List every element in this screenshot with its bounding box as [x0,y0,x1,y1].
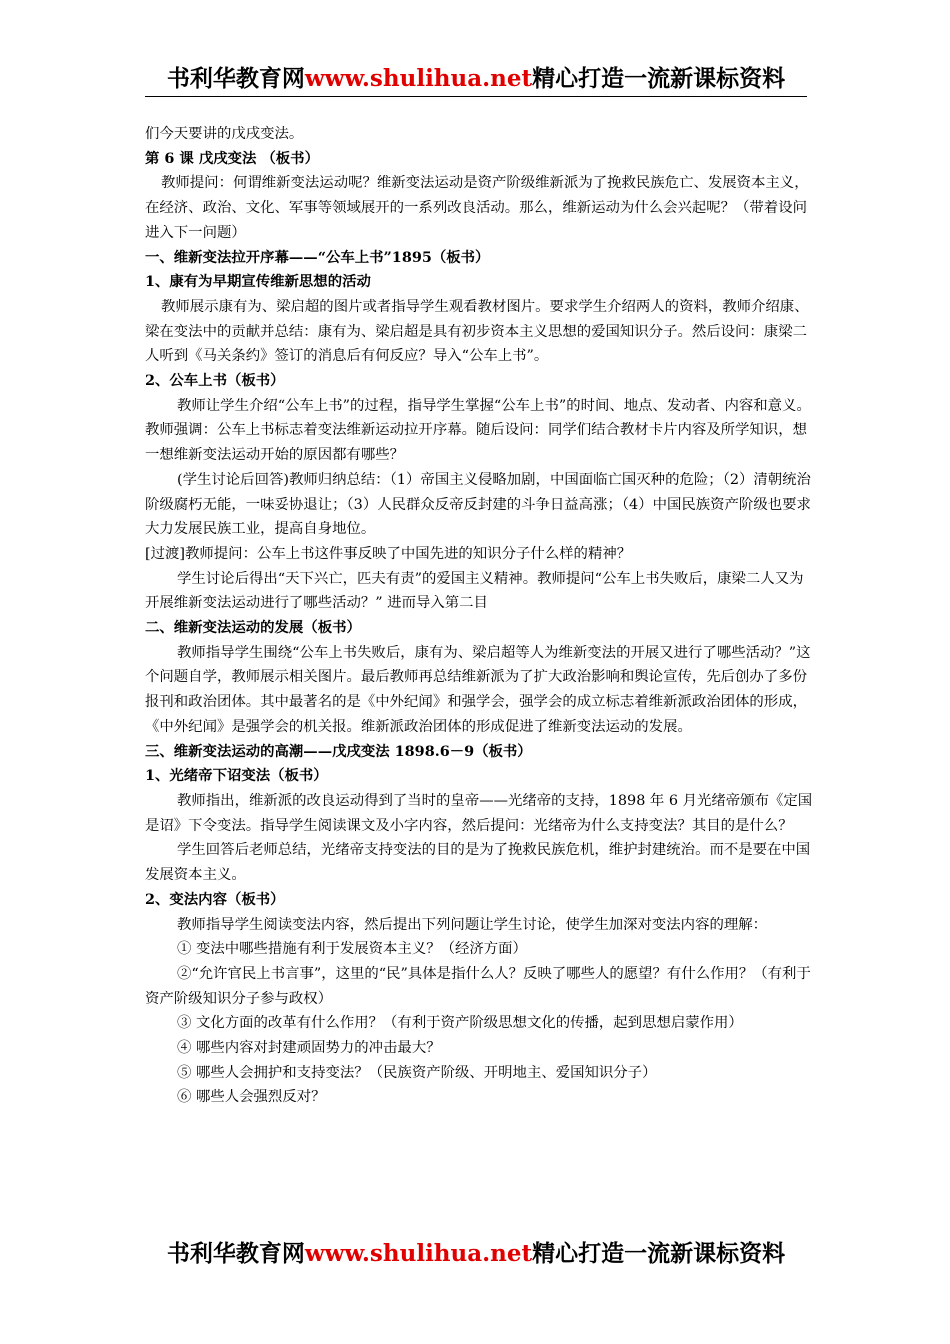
subsection-heading: 1、光绪帝下诏变法（板书） [145,767,328,785]
list-item: ④ 哪些内容对封建顽固势力的冲击最大？ [177,1040,441,1057]
section-heading: 三、维新变法运动的高潮——戊戌变法 1898.6－9（板书） [145,742,532,760]
list-item: ③ 文化方面的改革有什么作用？（有利于资产阶级思想文化的传播，起到思想启蒙作用） [177,1015,743,1032]
header-prefix: 书利华教育网 [166,65,305,92]
footer-title [145,1237,807,1271]
document-body [145,122,813,1110]
header-suffix: 精心打造一流新课标资料 [532,65,786,92]
paragraph: 教师提问：何谓维新变法运动呢？维新变法运动是资产阶级维新派为了挽救民族危亡、发展资本主义，在经济、政治、文化、军事等领域展开的一系列改良活动。那么，维新运动为什么会兴起呢？（带着设问进入下一问题） [145,175,809,241]
paragraph: 学生回答后老师总结，光绪帝支持变法的目的是为了挽救民族危机，维护封建统治。而不是要在中国发展资本主义。 [145,842,811,884]
paragraph: 们今天要讲的戊戌变法。 [145,126,304,142]
paragraph: [过渡]教师提问：公车上书这件事反映了中国先进的知识分子什么样的精神？ [145,545,632,562]
footer-site-link[interactable]: www.shulihua.net [304,1240,533,1267]
paragraph: 教师展示康有为、梁启超的图片或者指导学生观看教材图片。要求学生介绍两人的资料，教师介绍康、梁在变法中的贡献并总结：康有为、梁启超是具有初步资本主义思想的爱国知识分子。然后设问：康梁二人听到《马关条约》签订的消息后有何反应？导入“公车上书”。 [145,298,809,365]
paragraph: 教师指导学生围绕“公车上书失败后，康有为、梁启超等人为维新变法的开展又进行了哪些活动？”这个问题自学，教师展示相关图片。最后教师再总结维新派为了扩大政治影响和舆论宣传，先后创办了多份报刊和政治团体。其中最著名的是《中外纪闻》和强学会，强学会的成立标志着维新派政治团体的形成，《中外纪闻》是强学会的机关报。维新派政治团体的形成促进了维新变法运动的发展。 [145,644,811,735]
section-heading: 二、维新变法运动的发展（板书） [145,619,361,637]
header-site-link[interactable]: www.shulihua.net [304,65,533,92]
header-title [145,62,807,96]
subsection-heading: 2、变法内容（板书） [145,890,285,908]
paragraph: 教师让学生介绍“公车上书”的过程，指导学生掌握“公车上书”的时间、地点、发动者、内容和意义。教师强调：公车上书标志着变法维新运动拉开序幕。随后设问：同学们结合教材卡片内容及所学知识，想一想维新变法运动开始的原因都有哪些？ [145,397,811,464]
list-item: ① 变法中哪些措施有利于发展资本主义？（经济方面） [177,941,527,958]
list-item: ②“允许官民上书言事”，这里的“民”具体是指什么人？反映了哪些人的愿望？有什么作用？（有利于资产阶级知识分子参与政权） [145,965,811,1007]
subsection-heading: 2、公车上书（板书） [145,372,285,390]
subsection-heading: 1、康有为早期宣传维新思想的活动 [145,273,371,291]
paragraph: (学生讨论后回答)教师归纳总结：（1）帝国主义侵略加剧，中国面临亡国灭种的危险；（2）清朝统治阶级腐朽无能，一味妥协退让；（3）人民群众反帝反封建的斗争日益高涨；（4）中国民族资产阶级也要求大力发展民族工业，提高自身地位。 [145,471,811,538]
page-footer [145,1237,807,1271]
lesson-title: 第 6 课 戊戌变法 （板书） [145,149,319,167]
list-item: ⑥ 哪些人会强烈反对？ [177,1089,326,1106]
page-header [145,62,807,97]
section-heading: 一、维新变法拉开序幕——“公车上书”1895（板书） [145,248,490,266]
footer-prefix: 书利华教育网 [166,1240,305,1267]
list-item: ⑤ 哪些人会拥护和支持变法？（民族资产阶级、开明地主、爱国知识分子） [177,1064,657,1081]
paragraph: 教师指导学生阅读变法内容，然后提出下列问题让学生讨论，使学生加深对变法内容的理解： [177,916,768,933]
paragraph: 学生讨论后得出“天下兴亡，匹夫有责”的爱国主义精神。教师提问“公车上书失败后，康梁二人又为开展维新变法运动进行了哪些活动？” 进而导入第二目 [145,570,804,612]
footer-suffix: 精心打造一流新课标资料 [532,1240,786,1267]
paragraph: 教师指出，维新派的改良运动得到了当时的皇帝——光绪帝的支持，1898 年 6 月光绪帝颁布《定国是诏》下令变法。指导学生阅读课文及小字内容，然后提问：光绪帝为什么支持变法？其目的是什么？ [145,792,813,834]
